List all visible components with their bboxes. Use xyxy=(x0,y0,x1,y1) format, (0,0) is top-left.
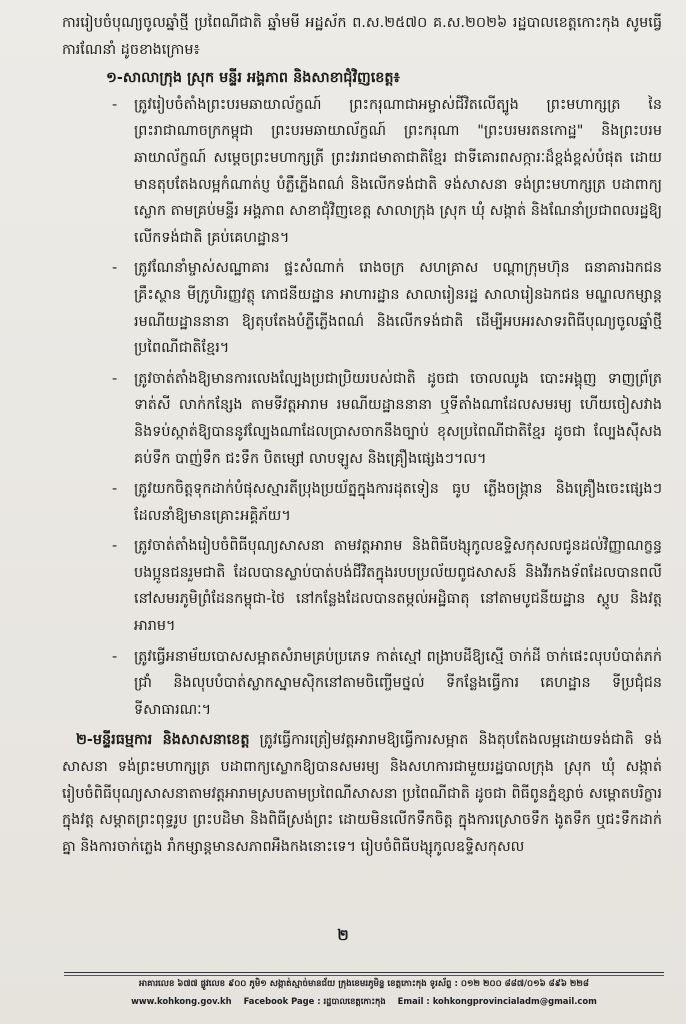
bullet-item: - ត្រូវធ្វើអនាម័យបោសសម្អាតសំរាមគ្រប់ប្រភេទ កាត់ស្មៅ ពង្រាបដីឱ្យស្មើ ចាក់ដី ចាក់ផេះលុបបំបាត់ភក់ជ្រាំ និងលុបបំបាត់ស្លាកស្នាមស៊ិកនៅតាមចិញ្ចើមថ្នល់ ទីកន្លែងធ្វើការ គេហដ្ឋាន ទីប្រជុំជន ទីសាធារណៈ។ xyxy=(112,648,662,718)
bullet-item: - ត្រូវណែនាំម្ចាស់សណ្ឋាគារ ផ្ទះសំណាក់ រោងចក្រ សហគ្រាស បណ្តាក្រុមហ៊ុន ធនាគារឯកជន គ្រឹះស្ថាន មីក្រូហិរញ្ញវត្ថុ ភោជនីយដ្ឋាន អាហារដ្ឋាន សាលារៀនរដ្ឋ សាលារៀនឯកជន មណ្ឌលកម្សាន្ត រមណីយដ្ឋាននានា ឱ្យតុបតែងបំភ្លឺភ្លើងពណ៌ និងលើកទង់ជាតិ ដើម្បីអបអរសាទរពិធីបុណ្យចូលឆ្នាំថ្មី ប្រពៃណីជាតិខ្មែរ។ xyxy=(112,260,662,357)
footer-email[interactable]: Email : kohkongprovincialadm@gmail.com xyxy=(397,996,597,1006)
footer-divider-thin xyxy=(64,975,664,976)
bullet-item: - ត្រូវចាត់តាំងរៀបចំពិធីបុណ្យសាសនា តាមវត្តអារាម និងពិធីបង្សុកូលឧទ្ទិសកុសលជូនដល់វិញ្ញាណក្ខន្ធ បងប្អូនជនរួមជាតិ ដែលបានស្លាប់បាត់បង់ជីវិតក្នុងរបបប្រល័យពូជសាសន៍ និងវីរកងទ័ពដែលបានពលីនៅសមរភូមិព្រំដែនកម្ពុជា-ថៃ នៅកន្លែងដែលបានតម្កល់អដ្ឋិធាតុ នៅតាមបូជនីយដ្ឋាន ស្តូប និងវត្តអារាម។ xyxy=(112,538,662,635)
page-number: ២ xyxy=(337,926,349,944)
footer-facebook: Facebook Page : រដ្ឋបាលខេត្តកោះកុង xyxy=(243,996,386,1006)
section-2-paragraph xyxy=(62,727,662,860)
bullet-text: ត្រូវធ្វើអនាម័យបោសសម្អាតសំរាមគ្រប់ប្រភេទ កាត់ស្មៅ ពង្រាបដីឱ្យស្មើ ចាក់ដី ចាក់ផេះលុបបំបាត់ភក់ជ្រាំ និងលុបបំបាត់ស្លាកស្នាមស៊ិកនៅតាមចិញ្ចើមថ្នល់ ទីកន្លែងធ្វើការ គេហដ្ឋាន ទីប្រជុំជន ទីសាធារណៈ។ xyxy=(134,648,662,718)
bullet-text: ត្រូវចាត់តាំងឱ្យមានការលេងល្បែងប្រជាប្រិយរបស់ជាតិ ដូចជា ចោលឈូង បោះអង្គុញ ទាញព្រ័ត្រ ទាត់សី លាក់កន្សែង តាមទីវត្តអារាម រមណីយដ្ឋាននានា ឬទីតាំងណាដែលសមរម្យ ហើយចៀសវាង និងទប់ស្កាត់ឱ្យបាននូវល្បែងណាដែលប្រាសចាកនឹងច្បាប់ ខុសប្រពៃណីជាតិខ្មែរ ដូចជា ល្បែងស៊ីសង គប់ទឹក បាញ់ទឹក ជះទឹក បិតម្សៅ លាបឡូស និងគ្រឿងផ្សេងៗ។ល។ xyxy=(134,370,662,467)
intro-paragraph: ការរៀបចំបុណ្យចូលឆ្នាំថ្មី ប្រពៃណីជាតិ ឆ្នាំមមី អដ្ឋស័ក ព.ស.២៥៧០ គ.ស.២០២៦ រដ្ឋបាលខេត្តកោះកុង សូមធ្វើការណែនាំ ដូចខាងក្រោម៖ xyxy=(62,15,662,58)
bullet-text: ត្រូវចាត់តាំងរៀបចំពិធីបុណ្យសាសនា តាមវត្តអារាម និងពិធីបង្សុកូលឧទ្ទិសកុសលជូនដល់វិញ្ញាណក្ខន្ធ បងប្អូនជនរួមជាតិ ដែលបានស្លាប់បាត់បង់ជីវិតក្នុងរបបប្រល័យពូជសាសន៍ និងវីរកងទ័ពដែលបានពលីនៅសមរភូមិព្រំដែនកម្ពុជា-ថៃ នៅកន្លែងដែលបានតម្កល់អដ្ឋិធាតុ នៅតាមបូជនីយដ្ឋាន ស្តូប និងវត្តអារាម។ xyxy=(134,538,662,635)
section-2-lead: ២-មន្ទីរធម្មការ និងសាសនាខេត្ត xyxy=(76,732,250,749)
section-1-heading: ១-សាលាក្រុង ស្រុក មន្ទីរ អង្គភាព និងសាខាជុំវិញខេត្ត៖ xyxy=(106,70,400,87)
bullet-text: ត្រូវយកចិត្តទុកដាក់បំផុសស្មារតីប្រុងប្រយ័ត្នក្នុងការដុតទៀន ធូប ភ្លើងចង្រ្កាន និងគ្រឿងចេះផ្សេងៗ ដែលនាំឱ្យមានគ្រោះអគ្គិភ័យ។ xyxy=(134,481,662,524)
bullet-text: ត្រូវរៀបចំតាំងព្រះបរមឆាយាល័ក្ខណ៍ ព្រះករុណាជាអម្ចាស់ជីវិតលើត្បូង ព្រះមហាក្សត្រ នៃព្រះរាជាណាចក្រកម្ពុជា ព្រះបរមឆាយាល័ក្ខណ៍ ព្រះករុណា "ព្រះបរមរតនកោដ្ឋ" និងព្រះបរមឆាយាល័ក្ខណ៍ សម្តេចព្រះមហាក្សត្រី ព្រះវររាជមាតាជាតិខ្មែរ ជាទីគោរពសក្ការៈដ៏ខ្ពង់ខ្ពស់បំផុត ដោយមានតុបតែងលម្អកំណាត់ប្ញ បំភ្លឺភ្លើងពណ៌ និងលើកទង់ជាតិ ទង់សាសនា ទង់ព្រះមហាក្សត្រ បដាពាក្យស្លោក តាមគ្រប់មន្ទីរ អង្គភាព សាខាជុំវិញខេត្ត សាលាក្រុង ស្រុក ឃុំ សង្កាត់ និងណែនាំប្រជាពលរដ្ឋឱ្យលើកទង់ជាតិ គ្រប់គេហដ្ឋាន។ xyxy=(134,96,662,246)
bullet-item: - ត្រូវចាត់តាំងឱ្យមានការលេងល្បែងប្រជាប្រិយរបស់ជាតិ ដូចជា ចោលឈូង បោះអង្គុញ ទាញព្រ័ត្រ ទាត់សី លាក់កន្សែង តាមទីវត្តអារាម រមណីយដ្ឋាននានា ឬទីតាំងណាដែលសមរម្យ ហើយចៀសវាង និងទប់ស្កាត់ឱ្យបាននូវល្បែងណាដែលប្រាសចាកនឹងច្បាប់ ខុសប្រពៃណីជាតិខ្មែរ ដូចជា ល្បែងស៊ីសង គប់ទឹក បាញ់ទឹក ជះទឹក បិតម្សៅ លាបឡូស និងគ្រឿងផ្សេងៗ។ល។ xyxy=(112,370,662,467)
section-2-text: ត្រូវធ្វើ​ការ​ត្រៀម​វត្ត​អារាម​ឱ្យ​ធ្វើការសម្អាត និងតុបតែងលម្អដោយទង់ជាតិ ទង់សាសនា ទង់ព្រះមហាក្សត្រ បដាពាក្យស្លោកឱ្យបានសមរម្យ និងសហការជាមួយរដ្ឋបាលក្រុង ស្រុក ឃុំ សង្កាត់ រៀបចំពិធីបុណ្យសាសនាតាមវត្តអារាមស្របតាមប្រពៃណីសាសនា ប្រពៃណីជាតិ ដូចជា ពិធីពូនភ្នំខ្សាច់ សម្ពោតបរិក្ខារក្នុងវត្ត សម្តាតព្រះពុទ្ធរូប ព្រះបដិមា និងពិធីស្រង់ព្រះ ដោយមិនលើកទឹកចិត្ត ក្នុងការស្រោចទឹក ងូតទឹក ឬជះទឹកដាក់គ្នា និងការចាក់ភ្លេង រាំកម្សាន្តមានសភាពអឺងកងនោះទេ។ រៀបចំពិធីបង្សុកូលឧទ្ទិសកុសល xyxy=(62,732,663,855)
bullet-item: - ត្រូវយកចិត្តទុកដាក់បំផុសស្មារតីប្រុងប្រយ័ត្នក្នុងការដុតទៀន ធូប ភ្លើងចង្រ្កាន និងគ្រឿងចេះផ្សេងៗ ដែលនាំឱ្យមានគ្រោះអគ្គិភ័យ។ xyxy=(112,481,662,524)
footer-address: អាគារលេខ ៦៧៧ ផ្លូវលេខ ៩០០ ភូមិ១ សង្កាត់ស្មាច់មានជ័យ ក្រុងខេមរភូមិន្ទ ខេត្តកោះកុង ទូរស័ព្ទ : ០១២ ២០០ ៨៨៧/០១៦ ៨៩៦ ២២៨ xyxy=(138,979,590,989)
bullet-item: - ត្រូវរៀបចំតាំងព្រះបរមឆាយាល័ក្ខណ៍ ព្រះករុណាជាអម្ចាស់ជីវិតលើត្បូង ព្រះមហាក្សត្រ នៃព្រះរាជាណាចក្រកម្ពុជា ព្រះបរមឆាយាល័ក្ខណ៍ ព្រះករុណា "ព្រះបរមរតនកោដ្ឋ" និងព្រះបរមឆាយាល័ក្ខណ៍ សម្តេចព្រះមហាក្សត្រី ព្រះវររាជមាតាជាតិខ្មែរ ជាទីគោរពសក្ការៈដ៏ខ្ពង់ខ្ពស់បំផុត ដោយមានតុបតែងលម្អកំណាត់ប្ញ បំភ្លឺភ្លើងពណ៌ និងលើកទង់ជាតិ ទង់សាសនា ទង់ព្រះមហាក្សត្រ បដាពាក្យស្លោក តាមគ្រប់មន្ទីរ អង្គភាព សាខាជុំវិញខេត្ត សាលាក្រុង ស្រុក ឃុំ សង្កាត់ និងណែនាំប្រជាពលរដ្ឋឱ្យលើកទង់ជាតិ គ្រប់គេហដ្ឋាន។ xyxy=(112,96,662,246)
footer-divider xyxy=(64,972,664,973)
section-1-bullet-list xyxy=(62,92,662,724)
bullet-text: ត្រូវណែនាំម្ចាស់សណ្ឋាគារ ផ្ទះសំណាក់ រោងចក្រ សហគ្រាស បណ្តាក្រុមហ៊ុន ធនាគារឯកជន គ្រឹះស្ថាន មីក្រូហិរញ្ញវត្ថុ ភោជនីយដ្ឋាន អាហារដ្ឋាន សាលារៀនរដ្ឋ សាលារៀនឯកជន មណ្ឌលកម្សាន្ត រមណីយដ្ឋាននានា ឱ្យតុបតែងបំភ្លឺភ្លើងពណ៌ និងលើកទង់ជាតិ ដើម្បីអបអរសាទរពិធីបុណ្យចូលឆ្នាំថ្មី ប្រពៃណីជាតិខ្មែរ។ xyxy=(134,260,662,357)
document-body xyxy=(62,10,662,860)
footer-contacts xyxy=(64,994,664,1008)
footer-website-link[interactable]: www.kohkong.gov.kh xyxy=(131,996,232,1006)
